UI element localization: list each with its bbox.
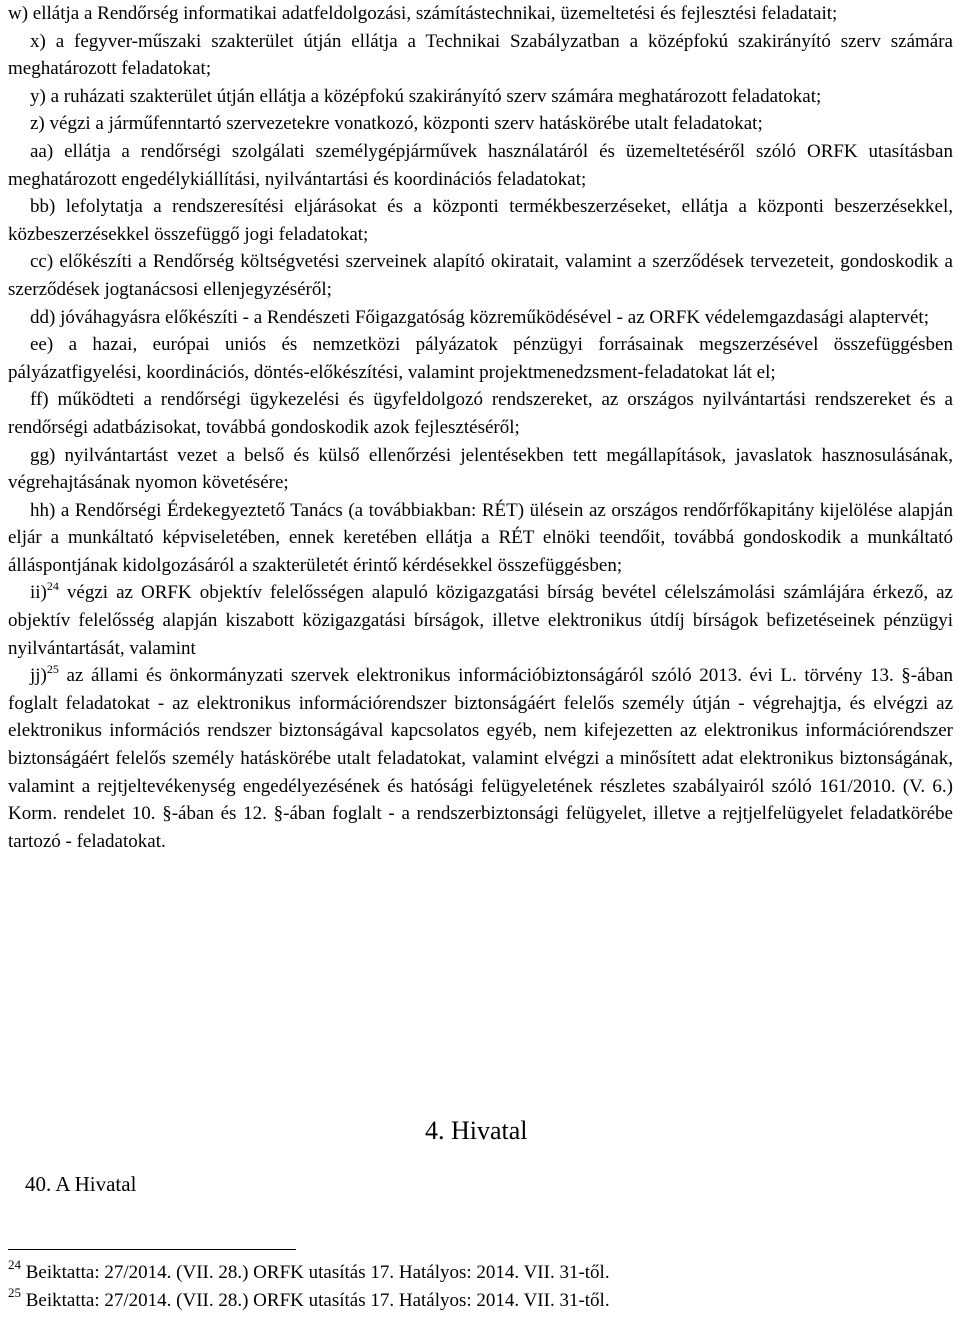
paragraph-dd: dd) jóváhagyásra előkészíti - a Rendészeti Főigazgatóság közreműködésével - az ORFK védelemgazdasági alaptervét;	[30, 306, 929, 328]
article-title: 40. A Hivatal	[25, 1172, 137, 1196]
paragraph-z: z) végzi a járműfenntartó szervezetekre vonatkozó, központi szerv hatáskörébe utalt feladatokat;	[30, 113, 763, 135]
footnote-text: Beiktatta: 27/2014. (VII. 28.) ORFK utasítás 17. Hatályos: 2014. VII. 31-től.	[21, 1262, 610, 1283]
footnote-ref-24[interactable]: 24	[46, 579, 59, 594]
paragraph-y: y) a ruházati szakterület útján ellátja a középfokú szakirányító szerv számára meghatározott feladatokat;	[30, 85, 822, 107]
paragraph-ii	[8, 579, 953, 662]
paragraph-ii-prefix: ii)	[30, 582, 47, 604]
section-heading: 4. Hivatal	[425, 1116, 528, 1145]
paragraph-jj-prefix: jj)	[30, 665, 47, 687]
footnote-separator	[8, 1249, 296, 1250]
paragraph-gg: gg) nyilvántartást vezet a belső és külső ellenőrzési jelentésekben tett megállapítások, javaslatok hasznosulásának, végrehajtásának nyomon követésére;	[8, 444, 953, 494]
document-body	[8, 0, 953, 855]
footnote-number: 24	[8, 1257, 21, 1272]
paragraph-w: w) ellátja a Rendőrség informatikai adatfeldolgozási, számítástechnikai, üzemeltetési és fejlesztési feladatait;	[8, 3, 838, 24]
paragraph-ee: ee) a hazai, európai uniós és nemzetközi pályázatok pénzügyi forrásainak megszerzésével összefüggésben pályázatfigyelési, koordinációs, döntés-előkészítési, valamint projektmenedzsment-feladatokat lát el;	[8, 334, 953, 383]
paragraph-ff: ff) működteti a rendőrségi ügykezelési és ügyfeldolgozó rendszereket, az országos nyilvántartási rendszereket és a rendőrségi adatbázisokat, továbbá gondoskodik azok fejlesztéséről;	[8, 389, 953, 438]
footnote-25	[8, 1285, 610, 1312]
paragraph-jj	[8, 662, 953, 855]
footnote-text: Beiktatta: 27/2014. (VII. 28.) ORFK utasítás 17. Hatályos: 2014. VII. 31-től.	[21, 1290, 610, 1311]
paragraph-bb: bb) lefolytatja a rendszeresítési eljárásokat és a központi termékbeszerzéseket, ellátja a központi beszerzésekkel, közbeszerzésekkel összefüggő jogi feladatokat;	[8, 196, 953, 245]
paragraph-aa: aa) ellátja a rendőrségi szolgálati személygépjárművek használatáról és üzemeltetéséről szóló ORFK utasításban meghatározott engedélykiállítási, nyilvántartási és koordinációs feladatokat;	[8, 140, 953, 190]
paragraph-hh: hh) a Rendőrségi Érdekegyeztető Tanács (a továbbiakban: RÉT) ülésein az országos rendőrfőkapitány kijelölése alapján eljár a munkáltató képviseletében, ennek keretében ellátja a RÉT elnöki teendőit, továbbá gondoskodik a munkáltató álláspontjának kidolgozásáról a szakterületét érintő kérdésekkel összefüggésben;	[8, 499, 953, 576]
footnote-24	[8, 1257, 610, 1284]
footnote-number: 25	[8, 1285, 21, 1300]
paragraph-jj-text: az állami és önkormányzati szervek elektronikus információbiztonságáról szóló 2013. évi L. törvény 13. §-ában foglalt feladatokat - az elektronikus információrendszer biztonságáért felelős személy útján - végrehajtja, és elvégzi az elektronikus információs rendszer biztonságával kapcsolatos egyéb, nem kifejezetten az elektronikus információrendszer biztonságáért felelős személy hatáskörébe utalt feladatokat, valamint elvégzi a minősített adat elektronikus biztonságának, valamint a rejtjeltevékenység engedélyezésének és hatósági felügyeletének részletes szabályairól szóló 161/2010. (V. 6.) Korm. rendelet 10. §-ában és 12. §-ában foglalt - a rendszerbiztonsági felügyelet, illetve a rejtjelfelügyelet feladatkörébe tartozó - feladatokat.	[8, 665, 953, 852]
paragraph-cc: cc) előkészíti a Rendőrség költségvetési szerveinek alapító okiratait, valamint a szerződések tervezeteit, gondoskodik a szerződések jogtanácsosi ellenjegyzéséről;	[8, 251, 953, 300]
paragraph-ii-text: végzi az ORFK objektív felelősségen alapuló közigazgatási bírság bevétel célelszámolási számlájára érkező, az objektív felelősség alapján kiszabott közigazgatási bírságok, illetve elektronikus útdíj bírságok befizetéseinek pénzügyi nyilvántartását, valamint	[8, 582, 953, 659]
paragraph-x: x) a fegyver-műszaki szakterület útján ellátja a Technikai Szabályzatban a középfokú szakirányító szerv számára meghatározott feladatokat;	[8, 30, 953, 80]
footnote-ref-25[interactable]: 25	[46, 662, 59, 677]
